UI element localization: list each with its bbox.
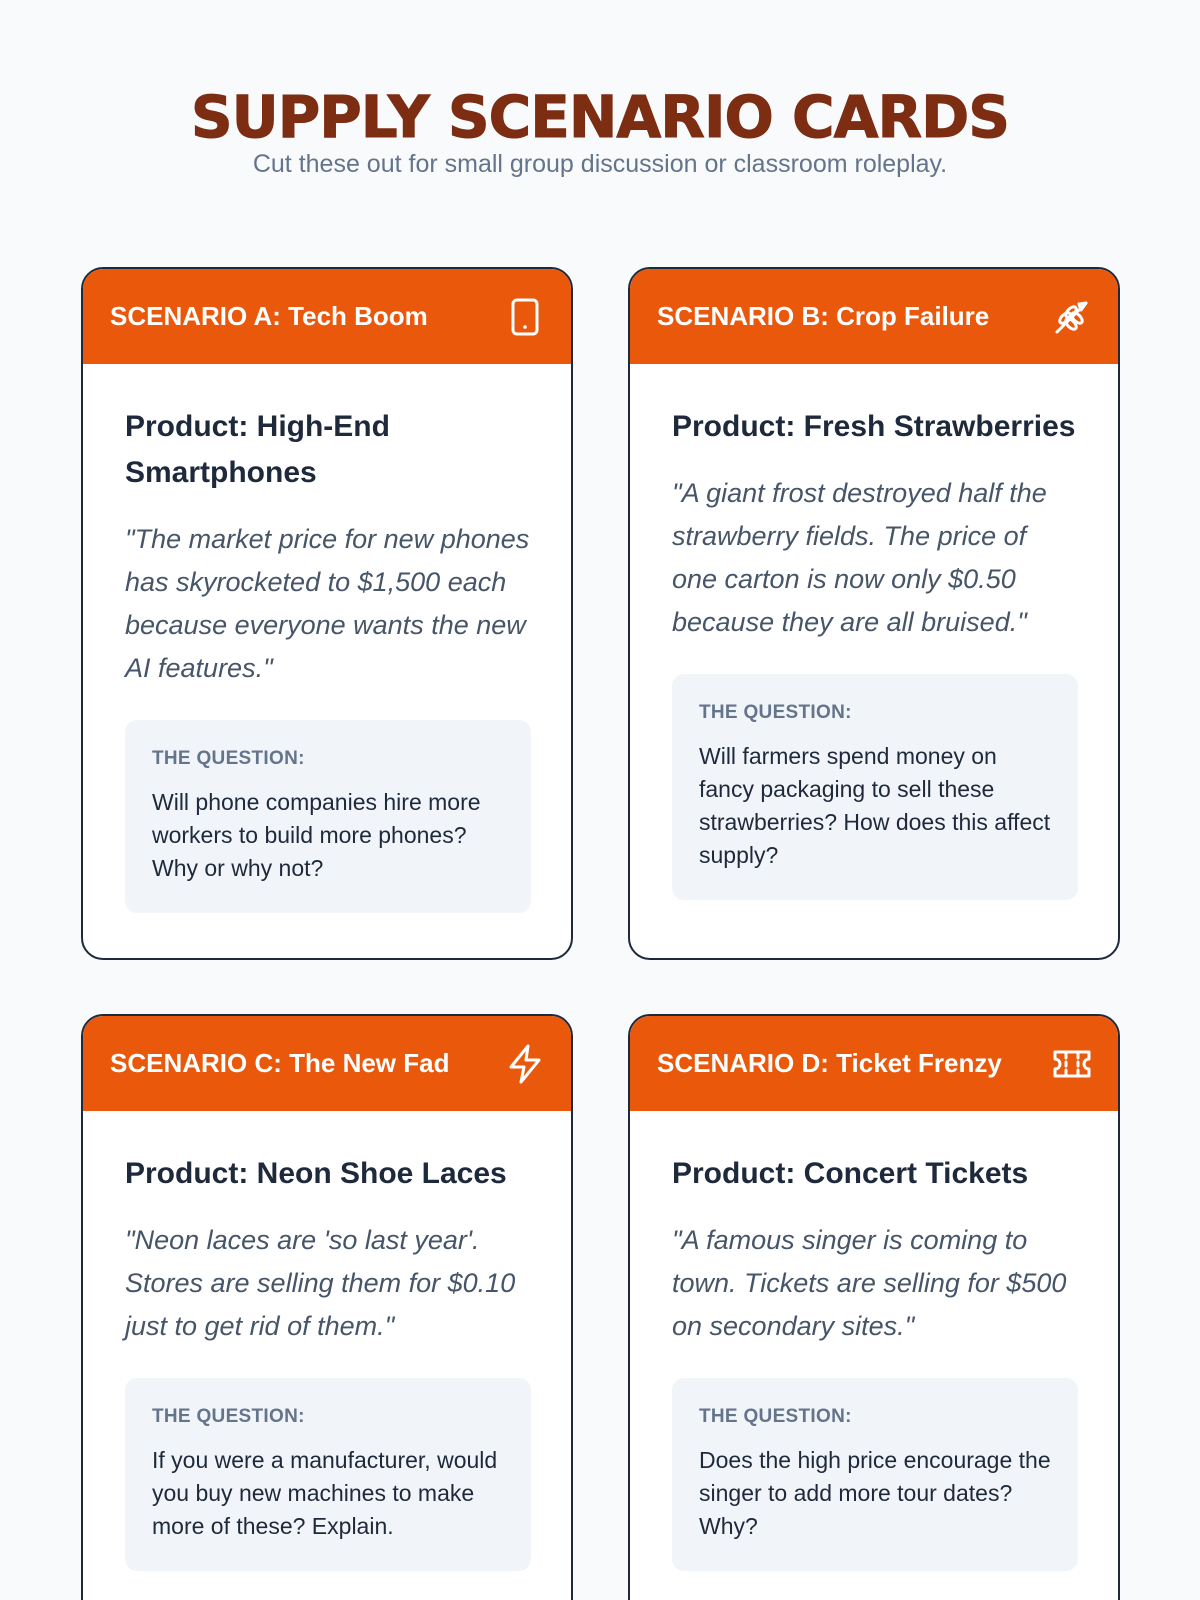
scenario-card-b — [628, 267, 1120, 960]
scenario-quote: "A famous singer is coming to town. Tickets are selling for $500 on secondary sites." — [672, 1225, 1067, 1341]
scenario-card-a — [81, 267, 573, 960]
card-title: SCENARIO B: Crop Failure — [657, 301, 990, 331]
card-title: SCENARIO A: Tech Boom — [110, 301, 428, 331]
scenario-card-c — [81, 1014, 573, 1600]
lightning-icon — [505, 1044, 545, 1084]
card-title: SCENARIO D: Ticket Frenzy — [657, 1048, 1002, 1078]
wheat-icon — [1052, 297, 1092, 337]
smartphone-icon — [505, 297, 545, 337]
product-name: Product: Neon Shoe Laces — [125, 1157, 507, 1190]
card-title: SCENARIO C: The New Fad — [110, 1048, 450, 1078]
scenario-quote: "The market price for new phones has skyrocketed to $1,500 each because everyone wants the new AI features." — [125, 524, 530, 683]
question-box — [125, 1378, 531, 1571]
card-body — [83, 364, 571, 913]
card-header — [83, 269, 571, 364]
product-name: Product: Fresh Strawberries — [672, 410, 1076, 443]
card-header — [630, 1016, 1118, 1111]
question-box — [672, 674, 1078, 900]
scenario-card-d — [628, 1014, 1120, 1600]
card-header — [83, 1016, 571, 1111]
scenario-quote: "Neon laces are 'so last year'. Stores are selling them for $0.10 just to get rid of them." — [125, 1225, 516, 1341]
question-text: Does the high price encourage the singer to add more tour dates? Why? — [699, 1447, 1051, 1539]
card-body — [83, 1111, 571, 1571]
product-name: Product: High-End Smartphones — [125, 410, 390, 489]
card-body — [630, 1111, 1118, 1571]
page-title: SUPPLY SCENARIO CARDS — [190, 83, 1010, 151]
question-box — [125, 720, 531, 913]
question-label: THE QUESTION: — [152, 1406, 305, 1427]
question-text: If you were a manufacturer, would you buy new machines to make more of these? Explain. — [152, 1447, 498, 1539]
ticket-icon — [1052, 1044, 1092, 1084]
scenario-quote: "A giant frost destroyed half the strawberry fields. The price of one carton is now only $0.50 because they are all bruised." — [672, 478, 1047, 637]
page-subtitle: Cut these out for small group discussion or classroom roleplay. — [252, 150, 948, 178]
question-box — [672, 1378, 1078, 1571]
card-body — [630, 364, 1118, 900]
question-label: THE QUESTION: — [699, 702, 852, 723]
question-text: Will farmers spend money on fancy packaging to sell these strawberries? How does this affect supply? — [699, 743, 1051, 868]
card-header — [630, 269, 1118, 364]
question-label: THE QUESTION: — [152, 748, 305, 769]
product-name: Product: Concert Tickets — [672, 1157, 1029, 1190]
question-label: THE QUESTION: — [699, 1406, 852, 1427]
question-text: Will phone companies hire more workers to build more phones? Why or why not? — [152, 789, 481, 881]
